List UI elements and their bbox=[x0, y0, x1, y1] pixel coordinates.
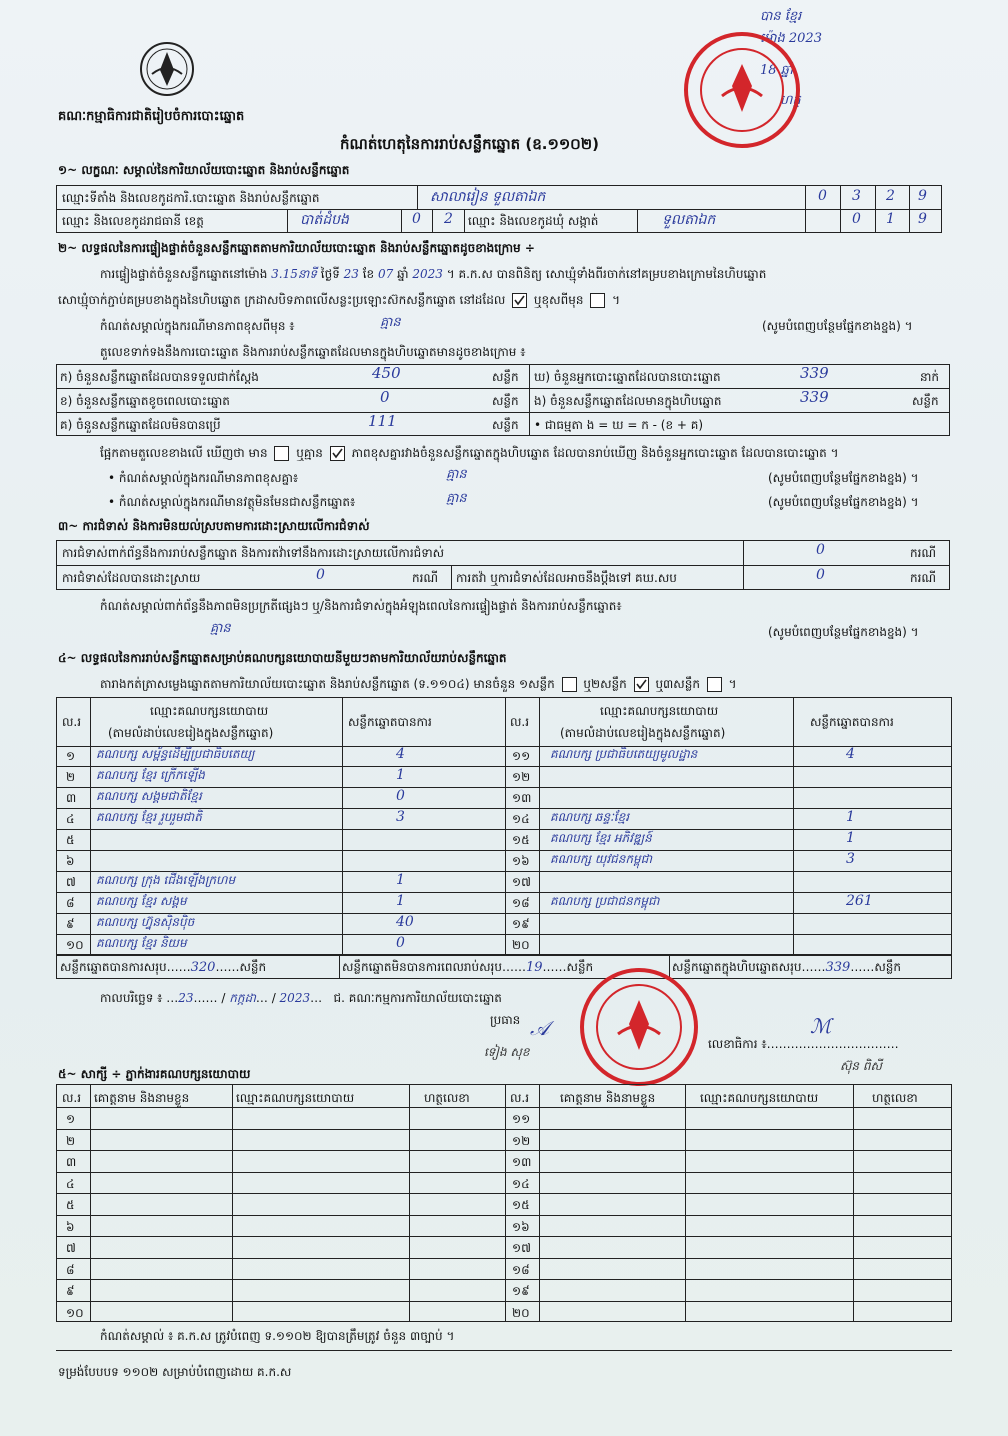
official-stamp-top bbox=[684, 32, 800, 148]
spoiled-ballots-unit: សន្លឹក bbox=[492, 394, 519, 408]
party-row-votes: 1 bbox=[846, 809, 855, 825]
form-footer: ទម្រង់បែបបទ ១១០២ សម្រាប់បំពេញដោយ គ.ក.ស bbox=[58, 1365, 292, 1379]
received-ballots-value: 450 bbox=[372, 364, 401, 382]
discrepancy-no-checkbox[interactable] bbox=[330, 446, 345, 461]
difference-note-value: គ្មាន bbox=[380, 315, 401, 330]
committee-logo bbox=[138, 40, 196, 98]
irregularity-note-value: គ្មាន bbox=[210, 621, 231, 636]
party-row-name: គណបក្ស ក្រុង ជើងឡើងក្រហម bbox=[96, 873, 236, 887]
bullet-object-hint: (សូមបំពេញបន្ថែមផ្នែកខាងខ្នង) ។ bbox=[768, 495, 919, 509]
col-party-sub-right: (តាមលំដាប់លេខរៀងក្នុងសន្លឹកឆ្នោត) bbox=[560, 726, 726, 740]
witness-row-line bbox=[57, 1129, 951, 1130]
party-row-votes: 1 bbox=[846, 830, 855, 846]
party-row-votes: 0 bbox=[396, 935, 405, 951]
party-row-votes: 0 bbox=[396, 788, 405, 804]
resolved-objection-unit: ករណី bbox=[412, 571, 439, 585]
witness-row-no: ៣ bbox=[66, 1155, 77, 1169]
witness-row-no: ៤ bbox=[66, 1176, 75, 1191]
three-sheet-checkbox[interactable] bbox=[707, 677, 722, 692]
spoiled-ballots-label: ខ) ចំនួនសន្លឹកឆ្នោតខូចពេលបោះឆ្នោត bbox=[60, 394, 230, 408]
bullet-difference-hint: (សូមបំពេញបន្ថែមផ្នែកខាងខ្នង) ។ bbox=[768, 471, 919, 485]
witness-col-name-right: គោត្តនាម និងនាមខ្លួន bbox=[560, 1091, 656, 1105]
party-row-no: ១០ bbox=[66, 938, 84, 952]
col-no-right: ល.រ bbox=[510, 715, 530, 729]
witness-row-line bbox=[57, 1279, 951, 1280]
official-stamp-bottom bbox=[580, 968, 698, 1086]
province-code-2: 2 bbox=[444, 211, 453, 227]
two-sheet-checkbox[interactable] bbox=[634, 677, 649, 692]
unused-ballots-unit: សន្លឹក bbox=[492, 418, 519, 432]
commune-code-1: 0 bbox=[852, 211, 861, 227]
party-row-no: ៦ bbox=[66, 854, 75, 868]
witness-col-sign-right: ហត្ថលេខា bbox=[872, 1091, 918, 1105]
bullet-difference-label: • កំណត់សម្គាល់ក្នុងករណីមានភាពខុសគ្នា៖ bbox=[108, 471, 299, 485]
commune-label: ឈ្មោះ និងលេខកូដឃុំ សង្កាត់ bbox=[468, 214, 599, 228]
witness-row-no: ២ bbox=[66, 1133, 76, 1148]
appeal-unit: ករណី bbox=[910, 571, 937, 585]
section2-title: ២~ លទ្ធផលនៃការផ្ទៀងផ្ទាត់ចំនួនសន្លឹកឆ្នោតតាមការិយាល័យបោះឆ្នោត និងរាប់សន្លឹកឆ្នោតដូចខាងក្រោម ÷ bbox=[58, 241, 535, 255]
objection-count-unit: ករណី bbox=[910, 546, 937, 560]
party-row-no: ៩ bbox=[66, 917, 75, 931]
party-row-votes: 261 bbox=[846, 893, 873, 909]
party-row-no: ២០ bbox=[512, 938, 530, 952]
appeal-label: ការតវ៉ា ឬការជំទាស់ដែលអាចនឹងប្តឹងទៅ គឃ.សប bbox=[456, 571, 677, 585]
received-ballots-label: ក) ចំនួនសន្លឹកឆ្នោតដែលបានទទួលជាក់ស្តែង bbox=[60, 370, 259, 384]
ballots-in-box-label: ង) ចំនួនសន្លឹកឆ្នោតដែលមានក្នុងហិបឆ្នោត bbox=[534, 394, 722, 408]
discrepancy-check-line: ផ្អែកតាមតួលេខខាងលើ ឃើញថា មាន ឬគ្មាន ភាពខុសគ្នារវាងចំនួនសន្លឹកឆ្នោតក្នុងហិបឆ្នោត ដែលបានរាប់ឃើញ និងចំនួនអ្នកបោះឆ្នោត ដែលបានបោះឆ្នោត ។ bbox=[100, 446, 839, 460]
party-row-name: គណបក្ស ប្រជាជនកម្ពុជា bbox=[550, 894, 660, 908]
party-row-votes: 4 bbox=[396, 746, 405, 762]
party-row-line bbox=[57, 850, 951, 851]
objection-count-label: ការជំទាស់ពាក់ព័ន្ធនឹងការរាប់សន្លឹកឆ្នោត និងការតវ៉ាទៅនឹងការដោះស្រាយលើការជំទាស់ bbox=[62, 546, 445, 560]
total-invalid-row: សន្លឹកឆ្នោតមិនបានការពេលរាប់សរុប……19……សន្លឹក bbox=[342, 960, 594, 975]
witness-row-line bbox=[57, 1150, 951, 1151]
party-row-name: គណបក្ស ខ្មែរ អភិវឌ្ឍន៍ bbox=[550, 831, 652, 845]
spoiled-ballots-value: 0 bbox=[380, 388, 390, 406]
irregularity-note-label: កំណត់សម្គាល់ពាក់ព័ន្ធនឹងភាពមិនប្រក្រតីផ្សេងៗ ឬ/និងការជំទាស់ក្នុងអំឡុងពេលនៃការផ្ទៀងផ្ទាត់ និងការរាប់សន្លឹកឆ្នោត៖ bbox=[100, 599, 622, 613]
party-row-no: ៣ bbox=[66, 791, 77, 805]
secretary-name: ស៊ុន ពិសី bbox=[840, 1059, 882, 1073]
voters-voted-label: ឃ) ចំនួនអ្នកបោះឆ្នោតដែលបានបោះឆ្នោត bbox=[534, 370, 721, 384]
form-title: កំណត់ហេតុនៃការរាប់សន្លឹកឆ្នោត (ឧ.១១០២) bbox=[340, 135, 600, 153]
party-row-votes: 1 bbox=[396, 893, 405, 909]
province-value: បាត់ដំបង bbox=[300, 212, 349, 228]
section1-title: ១~ លក្ខណៈ សម្គាល់នៃការិយាល័យបោះឆ្នោត និងរាប់សន្លឹកឆ្នោត bbox=[58, 163, 350, 177]
bullet-object-label: • កំណត់សម្គាល់ក្នុងករណីមានវត្ថុមិនមែនជាសន្លឹកឆ្នោត៖ bbox=[108, 495, 356, 509]
party-row-no: ២ bbox=[66, 770, 76, 784]
verification-line-2: សោឃ្មុំចាក់ភ្ជាប់គម្របខាងក្នុងនៃហិបឆ្នោត ក្រដាសបិទភាពលើសន្លះប្រឡោះស៊កសន្លឹកឆ្នោត នៅដដែល ឬខុសពីមុន ។ bbox=[58, 293, 620, 307]
bullet-object-value: គ្មាន bbox=[446, 491, 467, 506]
party-row-no: ១៣ bbox=[512, 791, 532, 805]
party-row-no: ១ bbox=[66, 749, 76, 763]
party-row-line bbox=[57, 934, 951, 935]
section4-title: ៤~ លទ្ធផលនៃការរាប់សន្លឹកឆ្នោតសម្រាប់គណបក្សនយោបាយនីមួយៗតាមការិយាល័យរាប់សន្លឹកឆ្នោត bbox=[58, 651, 507, 665]
witness-row-no: ១០ bbox=[66, 1305, 84, 1320]
received-ballots-unit: សន្លឹក bbox=[492, 370, 519, 384]
witness-col-sign-left: ហត្ថលេខា bbox=[424, 1091, 470, 1105]
ballots-in-box-value: 339 bbox=[800, 388, 829, 406]
party-row-name: គណបក្ស ឆន្ទៈខ្មែរ bbox=[550, 810, 630, 824]
witness-row-no: ៦ bbox=[66, 1219, 75, 1234]
witness-row-line bbox=[57, 1258, 951, 1259]
party-row-no: ៥ bbox=[66, 833, 75, 847]
seal-changed-checkbox[interactable] bbox=[590, 293, 605, 308]
witness-row-no: ២០ bbox=[512, 1305, 530, 1320]
section5-title: ៥~ សាក្សី ÷ ភ្នាក់ងារគណបក្សនយោបាយ bbox=[58, 1067, 251, 1081]
party-row-line bbox=[57, 892, 951, 893]
resolved-objection-value: 0 bbox=[316, 567, 325, 583]
polling-station-label: ឈ្មោះទីតាំង និងលេខកូដការិ.បោះឆ្នោត និងរាប់សន្លឹកឆ្នោត bbox=[62, 191, 320, 205]
col-votes-right: សន្លឹកឆ្នោតបានការ bbox=[810, 715, 894, 729]
commune-code-2: 1 bbox=[886, 211, 895, 227]
difference-note-hint: (សូមបំពេញបន្ថែមផ្នែកខាងខ្នង) ។ bbox=[762, 319, 913, 333]
committee-name: គណៈកម្មាធិការជាតិរៀបចំការបោះឆ្នោត bbox=[58, 109, 245, 124]
witness-table bbox=[56, 1084, 952, 1322]
party-row-votes: 3 bbox=[396, 809, 405, 825]
one-sheet-checkbox[interactable] bbox=[562, 677, 577, 692]
witness-row-no: ១៦ bbox=[512, 1219, 530, 1234]
bullet-difference-value: គ្មាន bbox=[446, 467, 467, 482]
figures-intro: តួលេខទាក់ទងនឹងការបោះឆ្នោត និងការរាប់សន្លឹកឆ្នោតដែលមានក្នុងហិបឆ្នោតមានដូចខាងក្រោម ៖ bbox=[100, 345, 526, 359]
formula-text: • ជាធម្មតា ង = ឃ = ក - (ខ + គ) bbox=[534, 418, 704, 432]
party-row-name: គណបក្ស ខ្មែរ និយម bbox=[96, 936, 187, 950]
secretary-label: លេខាធិការ ៖…………………………… bbox=[708, 1037, 899, 1051]
station-code-2: 3 bbox=[852, 188, 861, 204]
province-code-1: 0 bbox=[412, 211, 421, 227]
witness-row-no: ៧ bbox=[66, 1241, 76, 1255]
president-name: ទៀង សុខ bbox=[484, 1045, 530, 1059]
party-row-votes: 1 bbox=[396, 767, 405, 783]
party-row-no: ១៦ bbox=[512, 854, 530, 868]
president-label: ប្រធាន bbox=[490, 1013, 521, 1027]
seal-intact-checkbox[interactable] bbox=[512, 293, 527, 308]
section3-title: ៣~ ការជំទាស់ និងការមិនយល់ស្របតាមការដោះស្រាយលើការជំទាស់ bbox=[58, 519, 370, 533]
total-valid-row: សន្លឹកឆ្នោតបានការសរុប……320……សន្លឹក bbox=[60, 960, 267, 975]
party-row-no: ១៥ bbox=[512, 833, 530, 847]
station-code-1: 0 bbox=[818, 188, 827, 204]
witness-row-no: ៩ bbox=[66, 1284, 75, 1298]
party-row-votes: 4 bbox=[846, 746, 855, 762]
witness-row-line bbox=[57, 1193, 951, 1194]
party-row-name: គណបក្ស ខ្មែរ សង្គម bbox=[96, 894, 187, 908]
party-row-no: ១២ bbox=[512, 770, 531, 784]
resolved-objection-label: ការជំទាស់ដែលបានដោះស្រាយ bbox=[62, 571, 201, 585]
total-box-row: សន្លឹកឆ្នោតក្នុងហិបឆ្នោតសរុប……339……សន្លឹក bbox=[672, 960, 901, 975]
col-party-right: ឈ្មោះគណបក្សនយោបាយ bbox=[600, 704, 719, 718]
party-row-name: គណបក្ស ប្រជាធិបតេយ្យមូលដ្ឋាន bbox=[550, 747, 698, 761]
party-row-name: គណបក្ស សង្គមជាតិខ្មែរ bbox=[96, 789, 202, 803]
discrepancy-yes-checkbox[interactable] bbox=[274, 446, 289, 461]
party-row-no: ៨ bbox=[66, 896, 75, 910]
party-row-no: ១៤ bbox=[512, 812, 530, 826]
verification-line-1: ការផ្ទៀងផ្ទាត់ចំនួនសន្លឹកឆ្នោតនៅម៉ោង 3.15នាទី ថ្ងៃទី 23 ខែ 07 ឆ្នាំ 2023 ។ គ.ក.ស បានពិនិត្យ សោឃ្មុំទាំងពីរចាក់នៅគម្របខាងក្រោមនៃហិបឆ្នោត bbox=[100, 267, 767, 281]
party-row-votes: 1 bbox=[396, 872, 405, 888]
unused-ballots-value: 111 bbox=[368, 412, 397, 430]
irregularity-note-hint: (សូមបំពេញបន្ថែមផ្នែកខាងខ្នង) ។ bbox=[768, 625, 919, 639]
party-row-name: គណបក្ស យុវជនកម្ពុជា bbox=[550, 852, 653, 866]
witness-row-line bbox=[57, 1236, 951, 1237]
col-party-left: ឈ្មោះគណបក្សនយោបាយ bbox=[150, 704, 269, 718]
commune-value: ទួលតាឯក bbox=[662, 212, 716, 228]
voters-voted-unit: នាក់ bbox=[920, 370, 940, 384]
secretary-signature: ℳ bbox=[810, 1014, 832, 1038]
witness-row-no: ១៧ bbox=[512, 1241, 531, 1255]
col-party-sub-left: (តាមលំដាប់លេខរៀងក្នុងសន្លឹកឆ្នោត) bbox=[108, 726, 274, 740]
footer-divider bbox=[56, 1350, 952, 1351]
witness-row-no: ៨ bbox=[66, 1262, 75, 1277]
witness-row-line bbox=[57, 1172, 951, 1173]
party-row-name: គណបក្ស ខ្មែរ ក្រើកឡើង bbox=[96, 768, 205, 782]
witness-col-party-left: ឈ្មោះគណបក្សនយោបាយ bbox=[236, 1091, 355, 1105]
party-row-name: គណបក្ស ខ្មែរ រួបរួមជាតិ bbox=[96, 810, 202, 824]
difference-note-label: កំណត់សម្គាល់ក្នុងករណីមានភាពខុសពីមុន ៖ bbox=[100, 319, 295, 333]
party-row-no: ១៩ bbox=[512, 917, 530, 931]
voters-voted-value: 339 bbox=[800, 364, 829, 382]
date-line: កាលបរិច្ឆេទ ៖ …23…… / កក្កដា… / 2023… ជ. គណៈកម្មការការិយាល័យបោះឆ្នោត bbox=[100, 991, 502, 1005]
witness-row-no: ៥ bbox=[66, 1198, 75, 1212]
witness-col-name-left: គោត្តនាម និងនាមខ្លួន bbox=[94, 1091, 190, 1105]
witness-col-no-left: ល.រ bbox=[62, 1091, 82, 1105]
appeal-value: 0 bbox=[816, 567, 825, 583]
party-row-no: ១១ bbox=[512, 749, 531, 763]
topright-note-1: បាន ខ្មែរ bbox=[760, 9, 802, 24]
witness-row-no: ១ bbox=[66, 1112, 76, 1126]
party-row-no: ១៨ bbox=[512, 896, 530, 910]
topright-note-4: ហត្ថ bbox=[780, 93, 801, 108]
unused-ballots-label: គ) ចំនួនសន្លឹកឆ្នោតដែលមិនបានប្រើ bbox=[60, 418, 221, 432]
party-row-votes: 40 bbox=[396, 914, 414, 930]
party-row-no: ១៧ bbox=[512, 875, 531, 889]
col-no-left: ល.រ bbox=[62, 715, 82, 729]
party-row-votes: 3 bbox=[846, 851, 855, 867]
witness-row-no: ១៩ bbox=[512, 1284, 530, 1298]
witness-row-no: ១២ bbox=[512, 1133, 531, 1148]
witness-row-no: ១៨ bbox=[512, 1262, 530, 1277]
polling-station-value: សាលារៀន ទួលតាឯក bbox=[430, 189, 546, 205]
topright-note-3: 18 ឆ្នាំ bbox=[760, 63, 794, 78]
province-label: ឈ្មោះ និងលេខកូដរាជធានី ខេត្ត bbox=[62, 214, 204, 228]
topright-note-2: ម៉ោង 2023 bbox=[760, 31, 822, 46]
party-row-no: ៧ bbox=[66, 875, 76, 889]
commune-code-3: 9 bbox=[918, 211, 927, 227]
objection-count-value: 0 bbox=[816, 542, 825, 558]
party-row-no: ៤ bbox=[66, 812, 75, 826]
witness-row-line bbox=[57, 1301, 951, 1302]
completion-note: កំណត់សម្គាល់ ៖ គ.ក.ស ត្រូវបំពេញ ទ.១១០២ ឱ្យបានត្រឹមត្រូវ ចំនួន ៣ច្បាប់ ។ bbox=[100, 1329, 455, 1343]
witness-row-no: ១៤ bbox=[512, 1176, 530, 1191]
president-signature: 𝒜 bbox=[530, 1016, 549, 1040]
station-code-3: 2 bbox=[886, 188, 895, 204]
witness-row-line bbox=[57, 1215, 951, 1216]
party-row-name: គណបក្ស សម្ព័ន្ធដើម្បីប្រជាធិបតេយ្យ bbox=[96, 747, 255, 761]
witness-row-no: ១១ bbox=[512, 1112, 531, 1126]
station-code-4: 9 bbox=[918, 188, 927, 204]
party-row-line bbox=[57, 829, 951, 830]
witness-row-no: ១៥ bbox=[512, 1198, 530, 1212]
party-row-line bbox=[57, 955, 951, 956]
witness-col-party-right: ឈ្មោះគណបក្សនយោបាយ bbox=[700, 1091, 819, 1105]
ballots-in-box-unit: សន្លឹក bbox=[912, 394, 939, 408]
witness-row-no: ១៣ bbox=[512, 1155, 532, 1169]
col-votes-left: សន្លឹកឆ្នោតបានការ bbox=[348, 715, 432, 729]
witness-col-no-right: ល.រ bbox=[510, 1091, 530, 1105]
tally-sheet-count: តារាងកត់ត្រាសម្លេងឆ្នោតតាមការិយាល័យបោះឆ្នោត និងរាប់សន្លឹកឆ្នោត (ទ.១១០៤) មានចំនួន ១សន្លឹក ឬ២សន្លឹក ឬ៣សន្លឹក ។ bbox=[100, 677, 737, 691]
party-row-name: គណបក្ស ហ្វ៊ុនស៊ិនប៉ិច bbox=[96, 915, 195, 929]
